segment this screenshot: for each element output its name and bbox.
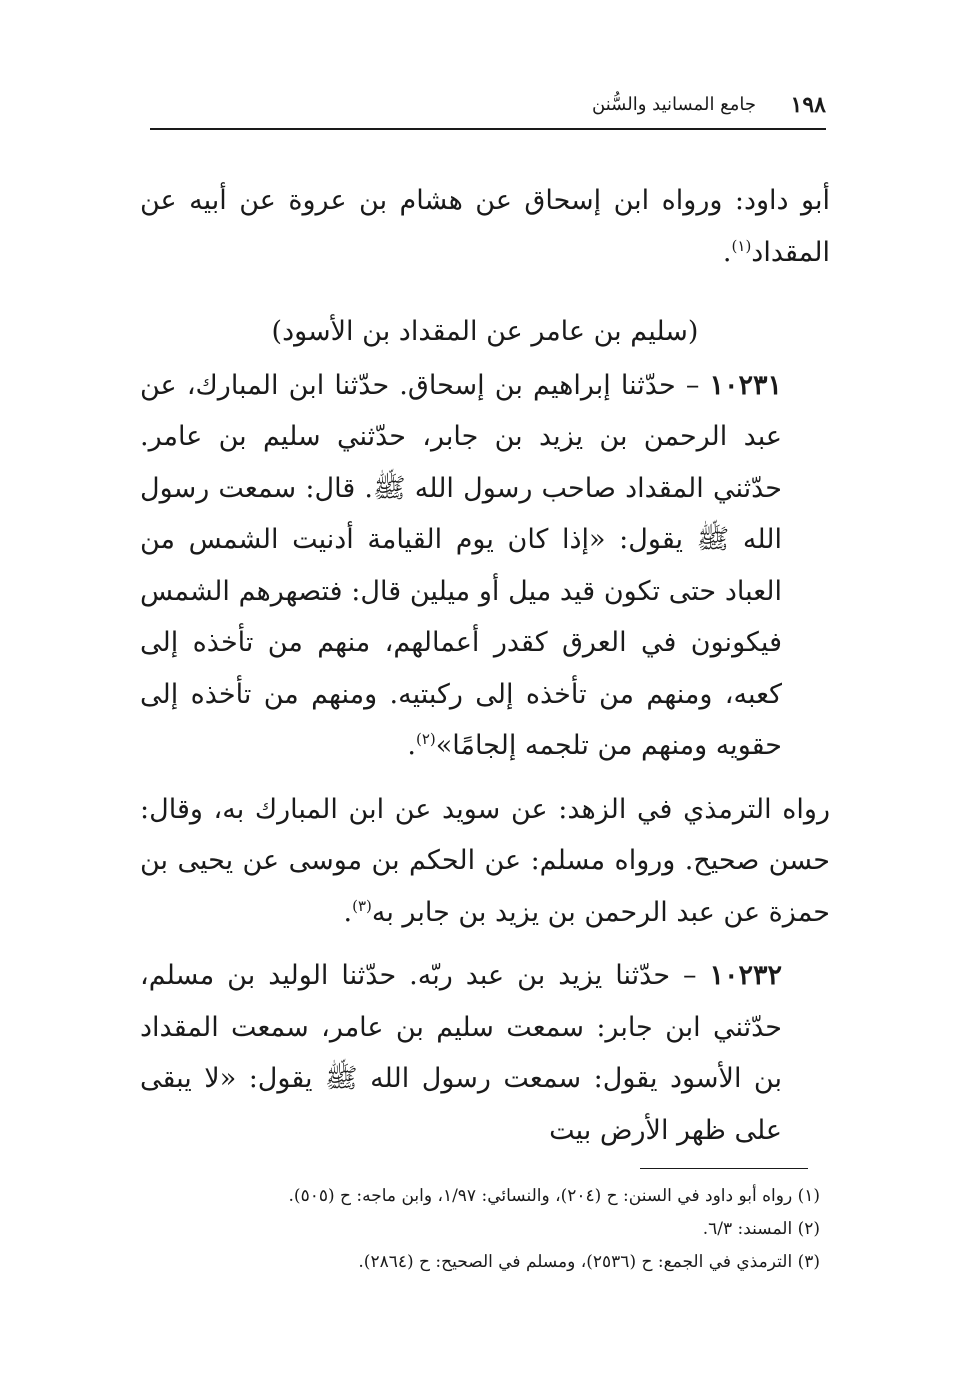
footnote-3: (٣) الترمذي في الجمع: ح (٢٥٣٦)، ومسلم في الصحيح: ح (٢٨٦٤). — [358, 1252, 820, 1272]
footnote-1: (١) رواه أبو داود في السنن: ح (٢٠٤)، والنسائي: ١/٩٧، وابن ماجه: ح (٥٠٥). — [288, 1186, 820, 1206]
paragraph-text: رواه الترمذي في الزهد: عن سويد عن ابن المبارك به، وقال: حسن صحيح. ورواه مسلم: عن الحكم بن موسى عن يحيى بن حمزة عن عبد الرحمن بن يزيد بن جابر به — [140, 793, 830, 928]
paragraph-text: أبو داود: ورواه ابن إسحاق عن هشام بن عروة عن أبيه عن المقداد — [140, 185, 830, 268]
footnote-2: (٢) المسند: ٦/٣. — [702, 1219, 820, 1239]
paragraph-end: . — [722, 236, 732, 268]
paragraph-end: . — [343, 896, 353, 928]
footnotes — [130, 1180, 820, 1279]
hadith-number: ١٠٢٣٢ — [709, 960, 782, 991]
header-rule — [150, 128, 826, 130]
footnote-rule — [640, 1168, 808, 1169]
running-title: جامع المسانيد والسُّنن — [592, 94, 756, 115]
hadith-10232 — [140, 950, 830, 1156]
footnote-marker-1: (١) — [731, 236, 752, 255]
hadith-end: . — [407, 730, 416, 761]
main-text — [140, 175, 830, 1156]
paragraph-abu-dawud — [140, 175, 830, 278]
page-number: ١٩٨ — [790, 92, 826, 118]
hadith-number: ١٠٢٣١ — [709, 369, 782, 401]
footnote-marker-3: (٣) — [352, 896, 372, 915]
hadith-10231 — [140, 360, 830, 772]
hadith-text: – حدّثنا يزيد بن عبد ربّه. حدّثنا الوليد بن مسلم، حدّثني ابن جابر: سمعت سليم بن عامر، سمعت المقداد بن الأسود يقول: سمعت رسول الله ﷺ يقول: «لا يبقى على ظهر الأرض بيت — [140, 960, 782, 1146]
section-heading: (سليم بن عامر عن المقداد بن الأسود) — [271, 316, 699, 347]
footnote-marker-2: (٢) — [415, 730, 436, 748]
paragraph-tirmidhi — [140, 784, 830, 939]
hadith-text: – حدّثنا إبراهيم بن إسحاق. حدّثنا ابن المبارك، عن عبد الرحمن بن يزيد بن جابر، حدّثني سليم بن عامر. حدّثني المقداد صاحب رسول الله ﷺ. قال: سمعت رسول الله ﷺ يقول: «إذا كان يوم القيامة أدنيت الشمس من العباد حتى تكون قيد ميل أو ميلين قال: فتصهرهم الشمس فيكونون في العرق كقدر أعمالهم، منهم من تأخذه إلى كعبه، ومنهم من تأخذه إلى ركبتيه. ومنهم من تأخذه إلى حقويه ومنهم من تلجمه إلجامًا» — [140, 369, 782, 761]
page-header — [150, 92, 826, 132]
